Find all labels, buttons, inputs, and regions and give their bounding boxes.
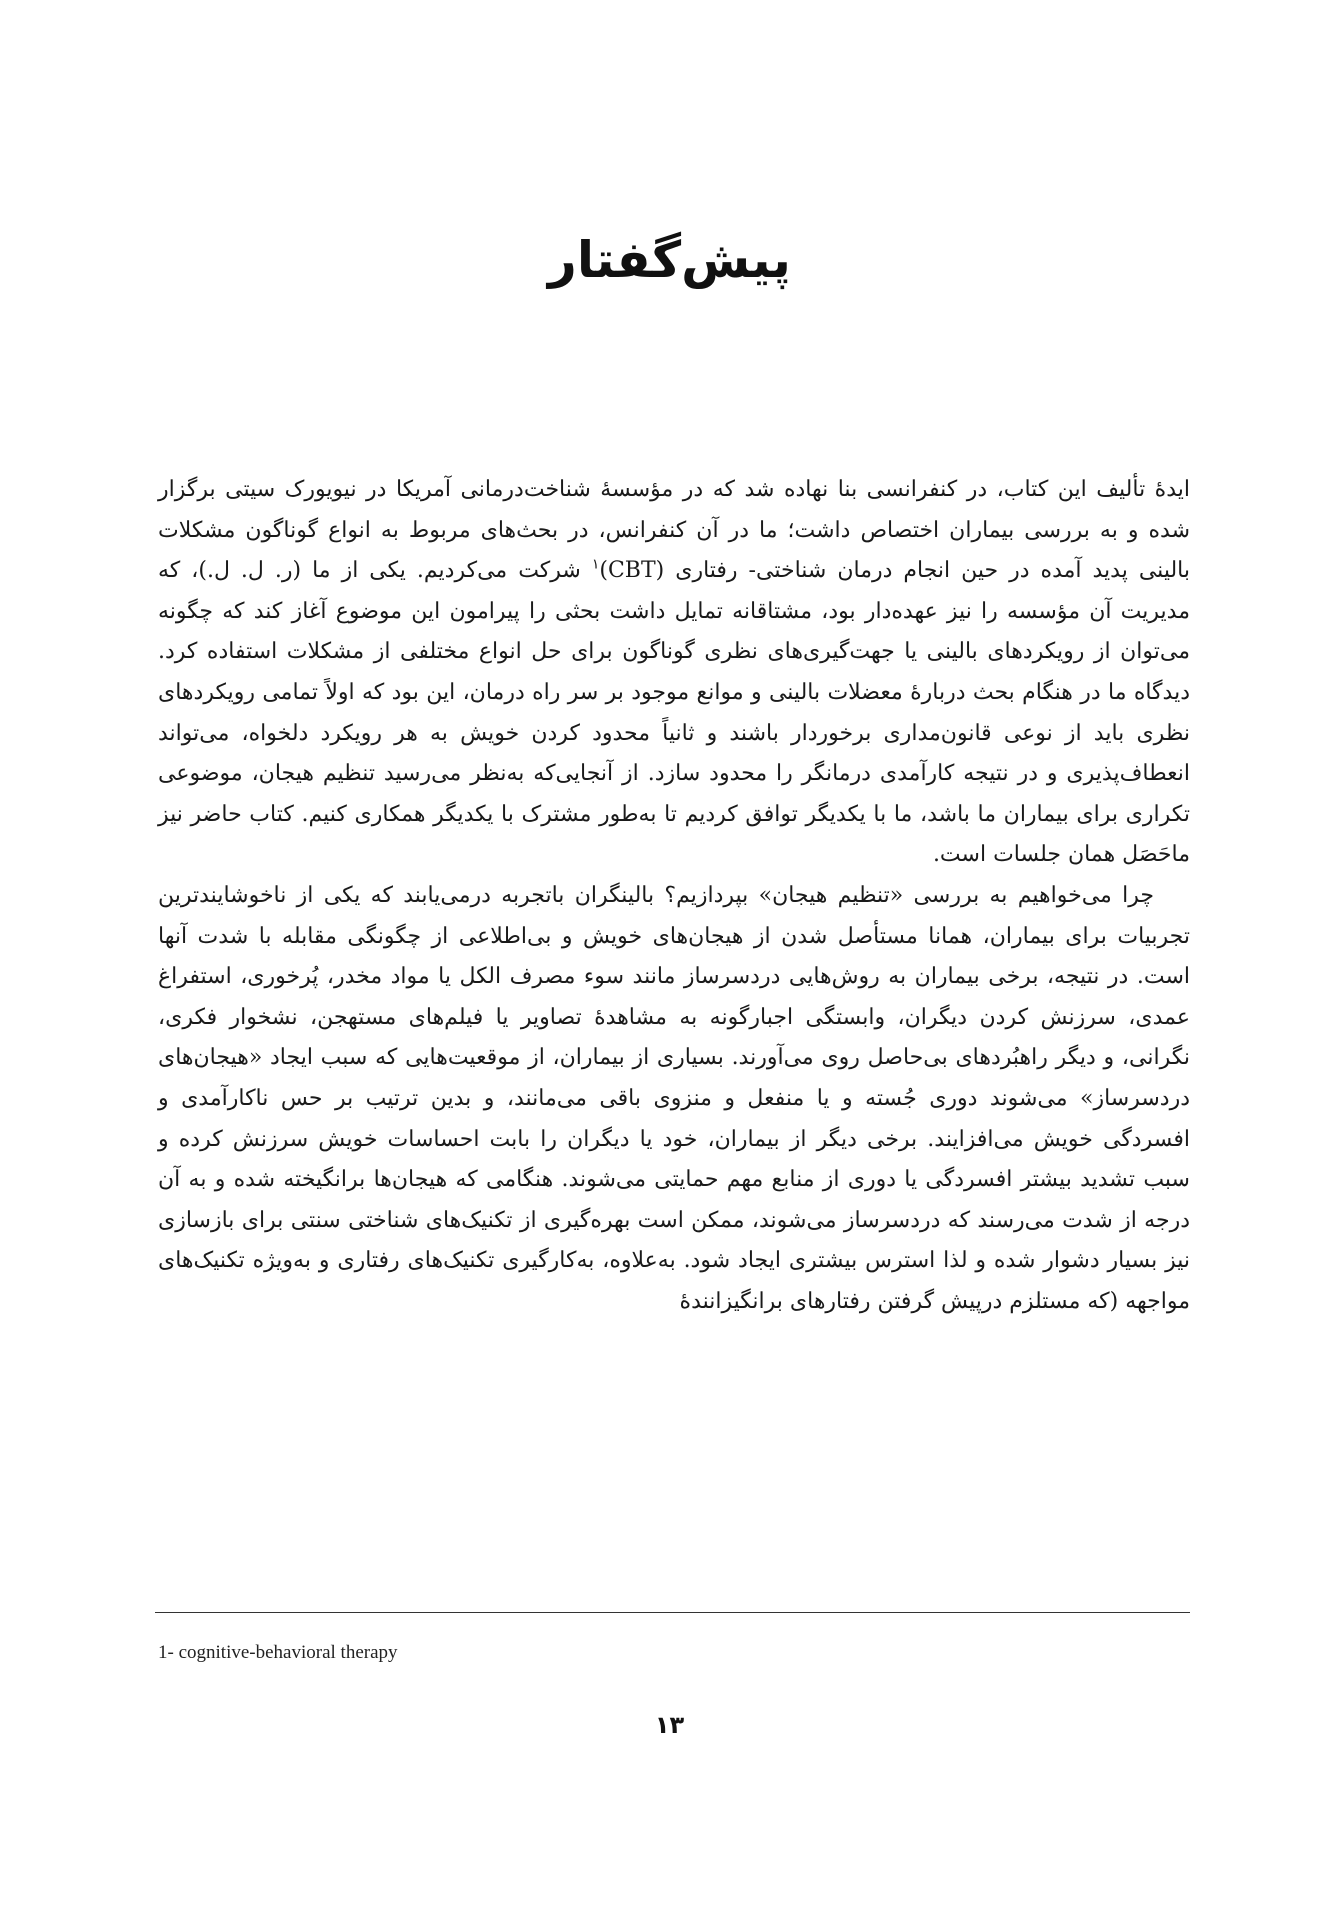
footnote-marker[interactable]: ۱ [591,556,600,573]
page-number: ۱۳ [654,1711,685,1739]
paragraph-1 [158,470,1190,876]
footnote-divider [155,1612,1190,1613]
footnote-text: 1- cognitive-behavioral therapy [158,1642,398,1663]
paragraph-1-text-a: ایدهٔ تألیف این کتاب، در کنفرانسی بنا نهاده شد که در مؤسسهٔ شناخت‌درمانی آمریکا در نیویورک سیتی برگزار شده و به بررسی بیماران اختصاص داشت؛ ما در آن کنفرانس، در بحث‌های مربوط به انواع گوناگون مشکلات بالینی پدید آمده در حین انجام درمان شناختی- رفتاری (CBT) [158,477,1190,584]
paragraph-2: چرا می‌خواهیم به بررسی «تنظیم هیجان» بپردازیم؟ بالینگران باتجربه درمی‌یابند که یکی از ناخوشایندترین تجربیات برای بیماران، همانا مستأصل شدن از هیجان‌های خویش و بی‌اطلاعی از چگونگی مقابله با شدت آنها است. در نتیجه، برخی بیماران به روش‌هایی دردسرساز مانند سوء مصرف الکل یا مواد مخدر، پُرخوری، استفراغ عمدی، سرزنش کردن دیگران، وابستگی اجبارگونه به مشاهدهٔ تصاویر یا فیلم‌های مستهجن، نشخوار فکری، نگرانی، و دیگر راهبُردهای بی‌حاصل روی می‌آورند. بسیاری از بیماران، از موقعیت‌هایی که سبب ایجاد «هیجان‌های دردسرساز» می‌شوند دوری جُسته و یا منفعل و منزوی باقی می‌مانند، و بدین ترتیب بر حس ناکارآمدی و افسردگی خویش می‌افزایند. برخی دیگر از بیماران، خود یا دیگران را بابت احساسات خویش سرزنش کرده و سبب تشدید بیشتر افسردگی یا دوری از منابع مهم حمایتی می‌شوند. هنگامی که هیجان‌ها برانگیخته شده و به آن درجه از شدت می‌رسند که دردسرساز می‌شوند، ممکن است بهره‌گیری از تکنیک‌های شناختی سنتی برای بازسازی نیز بسیار دشوار شده و لذا استرس بیشتری ایجاد شود. به‌علاوه، به‌کارگیری تکنیک‌های رفتاری و به‌ویژه تکنیک‌های مواجهه (که مستلزم درپیش گرفتن رفتارهای برانگیزانندهٔ [158,882,1190,1314]
paragraph-1-text-b: شرکت می‌کردیم. یکی از ما (ر. ل. ل.)، که مدیریت آن مؤسسه را نیز عهده‌دار بود، مشتاقانه تمایل داشت بحثی را پیرامون این موضوع آغاز کند که چگونه می‌توان از رویکردهای بالینی یا جهت‌گیری‌های نظری گوناگون برای حل انواع مختلفی از مشکلات استفاده کرد. دیدگاه ما در هنگام بحث دربارهٔ معضلات بالینی و موانع موجود بر سر راه درمان، این بود که اولاً تمامی رویکردهای نظری باید از نوعی قانون‌مداری برخوردار باشند و ثانیاً محدود کردن خویش به هر رویکرد دلخواه، می‌تواند انعطاف‌پذیری و در نتیجه کارآمدی درمانگر را محدود سازد. از آنجایی‌که به‌نظر می‌رسید تنظیم هیجان، موضوعی تکراری برای بیماران ما باشد، ما با یکدیگر توافق کردیم تا به‌طور مشترک با یکدیگر همکاری کنیم. کتاب حاضر نیز ماحَصَل همان جلسات است. [158,558,1190,868]
chapter-title: پیش‌گفتار [548,231,791,289]
body-text [158,470,1190,1322]
